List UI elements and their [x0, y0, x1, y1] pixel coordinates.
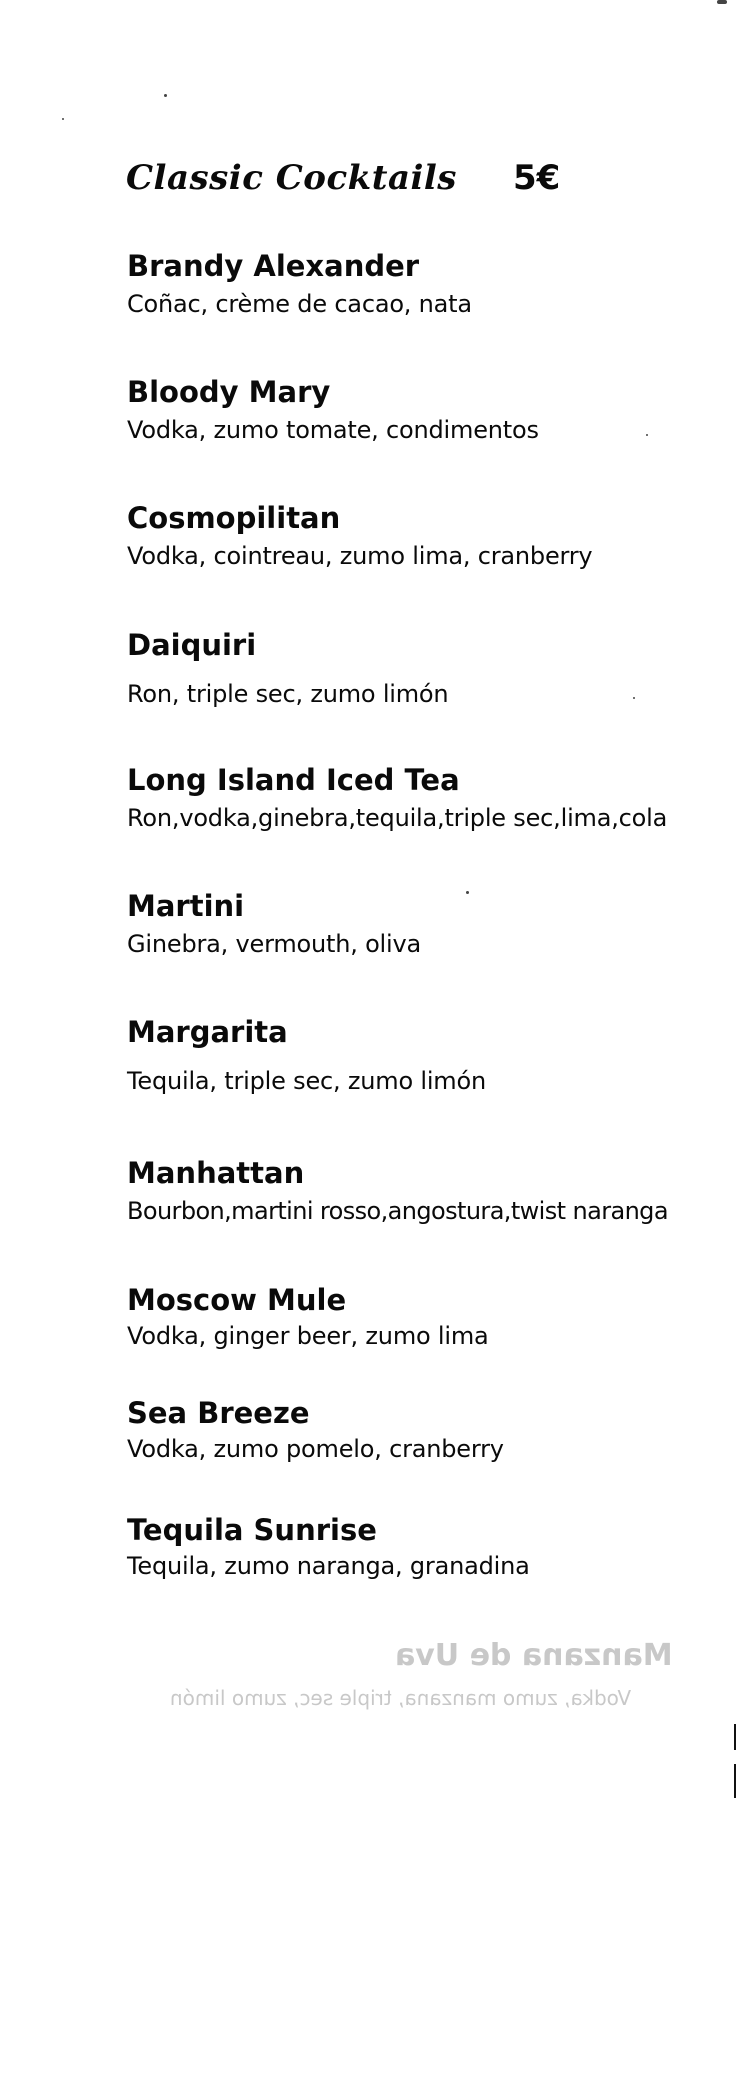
scan-speck	[646, 434, 648, 436]
menu-item	[127, 1015, 486, 1096]
menu-item	[127, 1283, 489, 1351]
item-description: Ginebra, vermouth, oliva	[127, 930, 422, 958]
menu-item	[127, 628, 448, 709]
menu-item	[127, 1513, 530, 1581]
section-title: Classic Cocktails	[126, 158, 457, 198]
bleed-through-title: Manzana de Uva	[395, 1638, 673, 1673]
scan-speck	[62, 118, 64, 120]
menu-item	[127, 1156, 668, 1226]
menu-item	[127, 1396, 504, 1464]
menu-item	[127, 375, 539, 445]
scan-edge-mark	[734, 1764, 736, 1798]
item-name: Sea Breeze	[127, 1396, 310, 1430]
item-description: Vodka, zumo tomate, condimentos	[127, 416, 539, 444]
scan-speck	[466, 891, 469, 894]
bleed-through-text: Vodka, zumo manzana, triple sec, zumo limón	[170, 1686, 632, 1710]
item-description: Ron, triple sec, zumo limón	[127, 680, 449, 708]
item-name: Long Island Iced Tea	[127, 763, 460, 797]
scan-speck	[164, 94, 167, 97]
item-name: Daiquiri	[127, 628, 257, 662]
item-name: Brandy Alexander	[127, 249, 420, 283]
item-description: Ron,vodka,ginebra,tequila,triple sec,lima,cola	[127, 804, 668, 832]
item-name: Moscow Mule	[127, 1283, 347, 1317]
menu-item	[127, 889, 421, 959]
item-description: Bourbon,martini rosso,angostura,twist naranga	[127, 1197, 668, 1225]
scan-edge-mark	[734, 1724, 736, 1750]
item-description: Tequila, triple sec, zumo limón	[127, 1067, 486, 1095]
item-description: Coñac, crème de cacao, nata	[127, 290, 472, 318]
scan-speck	[717, 0, 727, 4]
item-name: Cosmopilitan	[127, 501, 341, 535]
item-description: Tequila, zumo naranga, granadina	[127, 1552, 530, 1580]
item-name: Margarita	[127, 1015, 288, 1049]
item-name: Tequila Sunrise	[127, 1513, 377, 1547]
menu-header	[126, 158, 560, 198]
item-description: Vodka, zumo pomelo, cranberry	[127, 1435, 504, 1463]
item-description: Vodka, ginger beer, zumo lima	[127, 1322, 489, 1350]
item-name: Martini	[127, 889, 245, 923]
item-description: Vodka, cointreau, zumo lima, cranberry	[127, 542, 593, 570]
item-name: Bloody Mary	[127, 375, 331, 409]
scan-speck	[633, 697, 635, 699]
item-name: Manhattan	[127, 1156, 305, 1190]
menu-item	[127, 249, 472, 319]
menu-item	[127, 763, 667, 833]
section-price: 5€	[512, 158, 561, 198]
menu-item	[127, 501, 592, 571]
